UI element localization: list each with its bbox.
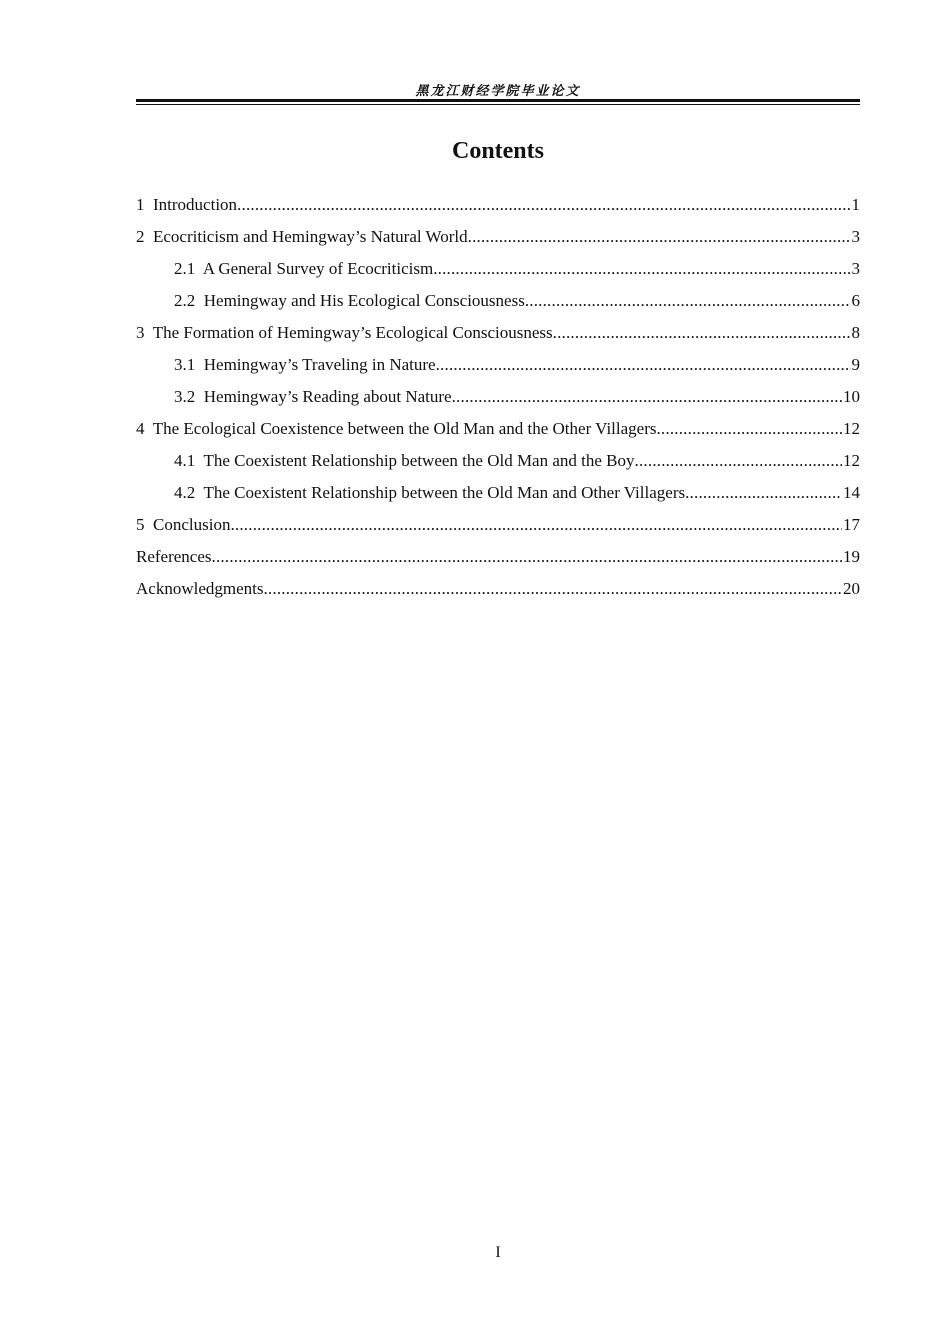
- toc-entry-number: 4.2: [174, 483, 196, 502]
- toc-dot-leader: [230, 513, 842, 537]
- toc-entry-acknowledgments[interactable]: [136, 577, 860, 609]
- toc-dot-leader: [212, 545, 842, 569]
- toc-dot-leader: [433, 257, 850, 281]
- toc-entry-number: 2: [136, 227, 145, 246]
- toc-entry-general-survey[interactable]: [136, 257, 860, 289]
- toc-dot-leader: [263, 577, 842, 601]
- toc-entry-page: 1: [851, 195, 860, 214]
- toc-entry-title: References: [136, 547, 212, 566]
- toc-dot-leader: [656, 417, 842, 441]
- header-rule-thin: [136, 104, 860, 105]
- toc-entry-introduction[interactable]: [136, 193, 860, 225]
- toc-entry-title: Hemingway and His Ecological Consciousness: [203, 291, 525, 310]
- toc-entry-number: 2.1: [174, 259, 196, 278]
- toc-entry-title: Hemingway’s Traveling in Nature: [203, 355, 436, 374]
- toc-entry-number: 2.2: [174, 291, 196, 310]
- toc-entry-page: 3: [851, 227, 860, 246]
- toc-entry-reading[interactable]: [136, 385, 860, 417]
- toc-entry-title: The Coexistent Relationship between the Old Man and Other Villagers: [203, 483, 686, 502]
- toc-entry-title: Conclusion: [153, 515, 231, 534]
- toc-dot-leader: [237, 193, 850, 217]
- toc-entry-number: 4: [136, 419, 145, 438]
- toc-entry-number: 3.2: [174, 387, 196, 406]
- toc-entry-title: Ecocriticism and Hemingway’s Natural World: [153, 227, 468, 246]
- toc-entry-title: The Ecological Coexistence between the Old Man and the Other Villagers: [152, 419, 657, 438]
- toc-entry-formation[interactable]: [136, 321, 860, 353]
- toc-entry-title: Hemingway’s Reading about Nature: [203, 387, 452, 406]
- toc-entry-page: 6: [851, 291, 860, 310]
- toc-dot-leader: [468, 225, 851, 249]
- toc-entry-page: 19: [843, 547, 860, 566]
- toc-dot-leader: [436, 353, 851, 377]
- toc-dot-leader: [452, 385, 842, 409]
- toc-entry-number: 3.1: [174, 355, 196, 374]
- toc-entry-conclusion[interactable]: [136, 513, 860, 545]
- page-number: I: [495, 1244, 501, 1261]
- toc-entry-number: 4.1: [174, 451, 196, 470]
- toc-entry-page: 20: [843, 579, 860, 598]
- toc-entry-title: A General Survey of Ecocriticism: [202, 259, 434, 278]
- toc-entry-coexistence[interactable]: [136, 417, 860, 449]
- toc-entry-title: The Formation of Hemingway’s Ecological Consciousness: [152, 323, 553, 342]
- toc-entry-number: 3: [136, 323, 145, 342]
- toc-dot-leader: [553, 321, 851, 345]
- header-rule-thick: [136, 99, 860, 102]
- toc-entry-number: 5: [136, 515, 145, 534]
- toc-entry-page: 12: [843, 419, 860, 438]
- toc-entry-page: 17: [843, 515, 860, 534]
- page-title: Contents: [451, 138, 544, 164]
- toc-entry-traveling[interactable]: [136, 353, 860, 385]
- toc-entry-ecocriticism[interactable]: [136, 225, 860, 257]
- toc-entry-references[interactable]: [136, 545, 860, 577]
- toc-entry-page: 12: [843, 451, 860, 470]
- toc-dot-leader: [525, 289, 851, 313]
- toc-entry-title: Acknowledgments: [136, 579, 264, 598]
- toc-entry-page: 9: [851, 355, 860, 374]
- page-header: 黑龙江财经学院毕业论文: [415, 84, 581, 99]
- toc-entry-number: 1: [136, 195, 145, 214]
- toc-entry-page: 3: [851, 259, 860, 278]
- toc-entry-page: 10: [843, 387, 860, 406]
- toc-entry-old-man-boy[interactable]: [136, 449, 860, 481]
- toc-dot-leader: [685, 481, 842, 505]
- toc-dot-leader: [635, 449, 842, 473]
- toc-entry-ecological-consciousness[interactable]: [136, 289, 860, 321]
- toc-entry-old-man-villagers[interactable]: [136, 481, 860, 513]
- toc-entry-page: 14: [843, 483, 860, 502]
- toc-entry-page: 8: [851, 323, 860, 342]
- table-of-contents: [136, 193, 860, 609]
- toc-entry-title: The Coexistent Relationship between the Old Man and the Boy: [203, 451, 635, 470]
- toc-entry-title: Introduction: [153, 195, 238, 214]
